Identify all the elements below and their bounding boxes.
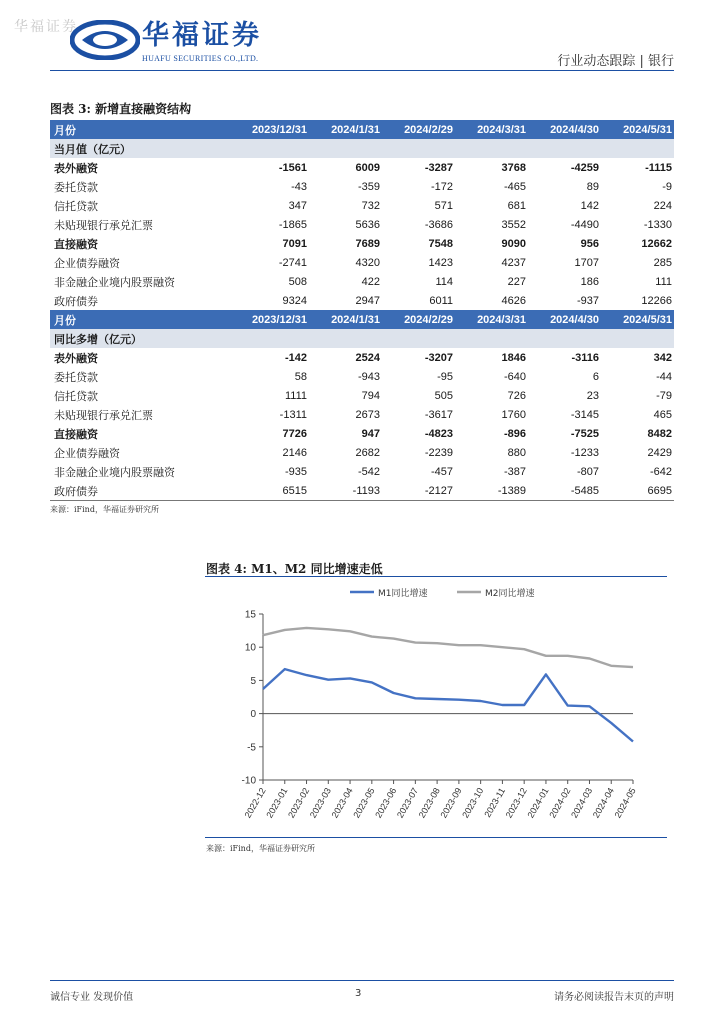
table-row: [50, 158, 674, 177]
row-label: 委托贷款: [54, 370, 98, 384]
footer-slogan: 诚信专业 发现价值: [50, 992, 134, 1003]
y-tick-label: 15: [244, 609, 256, 621]
table-cell: 726: [507, 389, 526, 402]
chart-top-divider: [205, 576, 667, 577]
table-cell: 2429: [647, 446, 672, 459]
table-cell: -2741: [278, 256, 307, 269]
table-cell: 2524: [355, 351, 380, 364]
table-cell: -7525: [570, 427, 599, 440]
table-cell: 422: [361, 275, 380, 288]
table-cell: 114: [435, 275, 453, 288]
column-header-date: 2024/3/31: [477, 313, 526, 326]
table-cell: 9324: [282, 294, 307, 307]
column-header-date: 2024/1/31: [331, 123, 380, 136]
footer-disclaimer: 请务必阅读报告末页的声明: [554, 992, 674, 1003]
table-cell: 794: [361, 389, 380, 402]
column-header-date: 2024/5/31: [623, 123, 672, 136]
table-cell: 2947: [355, 294, 380, 307]
table-cell: -3686: [424, 218, 453, 231]
table-cell: 6515: [282, 484, 307, 497]
table-cell: -9: [662, 180, 672, 193]
column-header-date: 2024/4/30: [550, 123, 599, 136]
column-header-date: 2024/3/31: [477, 123, 526, 136]
column-header-date: 2023/12/31: [251, 313, 307, 326]
table-cell: 7689: [355, 237, 380, 250]
table-cell: -3617: [424, 408, 453, 421]
row-label: 政府债券: [54, 294, 98, 308]
chart-bottom-divider: [205, 837, 667, 838]
chart-title: 图表 4: M1、M2 同比增速走低: [206, 562, 383, 576]
table-cell: -3145: [570, 408, 599, 421]
table-cell: 186: [580, 275, 599, 288]
table-cell: 6009: [355, 161, 380, 174]
x-tick-label: 2023-03: [307, 786, 334, 820]
x-tick-label: 2023-05: [351, 786, 377, 820]
table-cell: -3116: [571, 351, 599, 364]
x-tick-label: 2023-10: [460, 786, 486, 820]
row-label: 企业债券融资: [54, 446, 120, 460]
table-cell: 347: [288, 199, 307, 212]
table-cell: -642: [649, 465, 672, 478]
table-cell: 2682: [355, 446, 380, 459]
footer-divider: [50, 980, 674, 981]
row-label: 企业债券融资: [54, 256, 120, 270]
table-cell: -79: [656, 389, 672, 402]
table-cell: -1865: [278, 218, 307, 231]
table-row: [50, 405, 674, 424]
brand-name-en: HUAFU SECURITIES CO.,LTD.: [142, 54, 259, 63]
section-label: 当月值（亿元）: [54, 142, 131, 156]
table-cell: 12266: [641, 294, 672, 307]
table-cell: -542: [357, 465, 380, 478]
row-label: 非金融企业境内股票融资: [54, 275, 175, 289]
x-tick-label: 2023-07: [394, 786, 421, 820]
table-cell: -5485: [570, 484, 599, 497]
y-tick-label: 5: [250, 675, 256, 687]
table-cell: 880: [507, 446, 526, 459]
x-tick-label: 2024-02: [547, 786, 573, 820]
table-cell: -937: [576, 294, 599, 307]
table-cell: 8482: [647, 427, 672, 440]
row-label: 直接融资: [54, 237, 98, 251]
table-bottom-border: [50, 500, 674, 501]
table-row: [50, 348, 674, 367]
table-cell: 1760: [501, 408, 526, 421]
table-cell: 947: [361, 427, 380, 440]
x-tick-label: 2023-06: [373, 786, 399, 820]
table-cell: 342: [653, 351, 672, 364]
table-cell: 4626: [501, 294, 526, 307]
table-cell: 227: [507, 275, 526, 288]
table-row: [50, 462, 674, 481]
table-cell: -95: [437, 370, 453, 383]
x-tick-label: 2023-08: [416, 786, 442, 820]
table-row: [50, 443, 674, 462]
table-cell: -44: [656, 370, 672, 383]
column-header-month: 月份: [54, 313, 76, 327]
table-cell: 681: [507, 199, 526, 212]
x-tick-label: 2023-02: [286, 786, 312, 820]
m2-series-line: [263, 628, 633, 667]
m1-series-line: [263, 669, 633, 741]
table-cell: -3207: [424, 351, 453, 364]
table-cell: 58: [294, 370, 307, 383]
table-cell: -1561: [278, 161, 307, 174]
table-cell: 9090: [501, 237, 526, 250]
section-row: [50, 329, 674, 348]
table-cell: 956: [580, 237, 599, 250]
x-tick-label: 2023-04: [329, 786, 355, 820]
row-label: 非金融企业境内股票融资: [54, 465, 175, 479]
row-label: 政府债券: [54, 484, 98, 498]
table-cell: 3768: [501, 161, 526, 174]
x-tick-label: 2024-01: [525, 786, 551, 820]
brand-name: 华福证券: [142, 20, 262, 51]
table-cell: -1115: [645, 161, 672, 174]
section-row: [50, 139, 674, 158]
legend-label: M2同比增速: [485, 589, 535, 599]
page-number: 3: [355, 988, 362, 999]
y-tick-label: 0: [250, 709, 256, 721]
table-cell: 23: [586, 389, 599, 402]
table-cell: -943: [357, 370, 380, 383]
table-row: [50, 291, 674, 310]
column-header-date: 2024/2/29: [404, 123, 453, 136]
table-cell: 4237: [501, 256, 526, 269]
table-cell: 6: [592, 370, 599, 383]
table-cell: 2673: [355, 408, 380, 421]
column-header-month: 月份: [54, 123, 76, 137]
table-cell: 1707: [574, 256, 599, 269]
x-tick-label: 2023-12: [503, 786, 529, 820]
x-tick-label: 2024-03: [569, 786, 595, 820]
table-cell: 3552: [501, 218, 526, 231]
financing-table: [50, 120, 674, 501]
table-cell: -387: [503, 465, 526, 478]
table-header-row: [50, 120, 674, 139]
y-tick-label: 10: [244, 642, 256, 654]
table-cell: -2127: [424, 484, 453, 497]
company-logo-icon: [70, 20, 140, 60]
row-label: 未贴现银行承兑汇票: [54, 218, 153, 232]
table-row: [50, 386, 674, 405]
row-label: 信托贷款: [54, 389, 98, 403]
x-tick-label: 2023-01: [264, 786, 290, 820]
table-cell: -1193: [352, 484, 380, 497]
table-cell: -640: [503, 370, 526, 383]
row-label: 表外融资: [54, 351, 98, 365]
column-header-date: 2024/5/31: [623, 313, 672, 326]
table-cell: 6011: [429, 294, 453, 307]
table-cell: -3287: [424, 161, 453, 174]
row-label: 直接融资: [54, 427, 98, 441]
table-cell: 285: [653, 256, 672, 269]
table-cell: -4823: [424, 427, 453, 440]
header-divider: [50, 70, 674, 71]
table-source: 来源：iFind，华福证券研究所: [50, 505, 159, 514]
y-tick-label: -10: [241, 775, 256, 787]
x-tick-label: 2024-05: [612, 786, 638, 820]
table-row: [50, 424, 674, 443]
x-tick-label: 2024-04: [590, 786, 616, 820]
table-row: [50, 272, 674, 291]
table-cell: -4259: [570, 161, 599, 174]
column-header-date: 2024/1/31: [331, 313, 380, 326]
watermark: 华福证券: [14, 19, 78, 35]
table-cell: -1389: [497, 484, 526, 497]
row-label: 委托贷款: [54, 180, 98, 194]
table-row: [50, 481, 674, 500]
table-cell: -1330: [643, 218, 672, 231]
table-cell: 7091: [282, 237, 307, 250]
table-cell: 7726: [282, 427, 307, 440]
legend-label: M1同比增速: [378, 589, 428, 599]
table-cell: -1233: [570, 446, 599, 459]
table-header-row: [50, 310, 674, 329]
table-cell: -172: [430, 180, 453, 193]
table-cell: 571: [434, 199, 453, 212]
m1-m2-line-chart: [205, 578, 667, 836]
table-cell: 508: [288, 275, 307, 288]
table-cell: -4490: [570, 218, 599, 231]
table-cell: 7548: [428, 237, 453, 250]
table-cell: 12662: [641, 237, 672, 250]
table-cell: 142: [580, 199, 599, 212]
table-cell: 505: [434, 389, 453, 402]
table-cell: 111: [655, 275, 672, 288]
x-tick-label: 2023-11: [482, 786, 508, 820]
y-tick-label: -5: [247, 742, 256, 754]
table-cell: 465: [653, 408, 672, 421]
table-cell: -1311: [279, 408, 307, 421]
table-cell: 4320: [355, 256, 380, 269]
table-cell: 1111: [284, 389, 307, 402]
table-cell: 732: [361, 199, 380, 212]
table-row: [50, 177, 674, 196]
table-row: [50, 253, 674, 272]
table-cell: 5636: [355, 218, 380, 231]
table-cell: -142: [284, 351, 307, 364]
table-cell: -807: [576, 465, 599, 478]
table-cell: 89: [586, 180, 599, 193]
table-cell: 1846: [501, 351, 526, 364]
table-cell: 1423: [428, 256, 453, 269]
chart-source: 来源：iFind，华福证券研究所: [206, 844, 315, 853]
column-header-date: 2024/2/29: [404, 313, 453, 326]
table-cell: -935: [284, 465, 307, 478]
row-label: 表外融资: [54, 161, 98, 175]
table-title: 图表 3: 新增直接融资结构: [50, 102, 192, 116]
table-cell: -2239: [424, 446, 453, 459]
table-row: [50, 234, 674, 253]
x-tick-label: 2022-12: [242, 786, 268, 820]
table-cell: -896: [503, 427, 526, 440]
section-label: 同比多增（亿元）: [54, 332, 142, 346]
column-header-date: 2023/12/31: [251, 123, 307, 136]
table-cell: 2146: [282, 446, 307, 459]
row-label: 未贴现银行承兑汇票: [54, 408, 153, 422]
column-header-date: 2024/4/30: [550, 313, 599, 326]
table-cell: -457: [430, 465, 453, 478]
x-tick-label: 2023-09: [438, 786, 464, 820]
row-label: 信托贷款: [54, 199, 98, 213]
table-row: [50, 367, 674, 386]
report-section: 行业动态跟踪 | 银行: [557, 54, 674, 69]
table-cell: 6695: [647, 484, 672, 497]
table-cell: -465: [503, 180, 526, 193]
table-cell: -359: [357, 180, 380, 193]
table-cell: 224: [653, 199, 672, 212]
table-row: [50, 215, 674, 234]
table-row: [50, 196, 674, 215]
table-cell: -43: [291, 180, 307, 193]
